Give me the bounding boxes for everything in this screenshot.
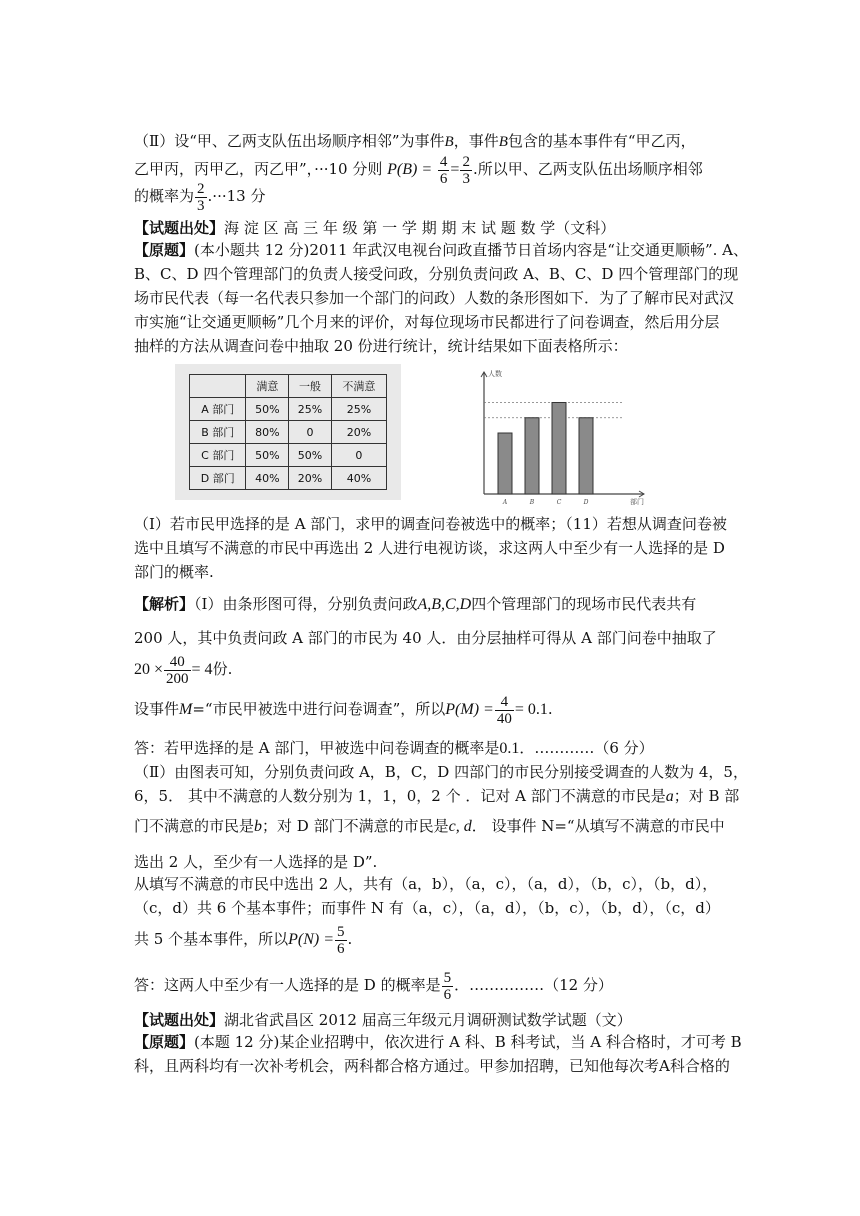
text-line [134,174,265,218]
tick-label: B [529,499,535,506]
text-line: 【解析】（Ⅰ）由条形图可得，分别负责问政A,B,C,D四个管理部门的现场市民代表共有 [134,595,697,613]
tick-label: A [502,499,508,506]
bar-c [552,403,566,495]
table-header: 满意 [246,375,289,398]
text-line: 【原题】(本小题共 12 分)2011 年武汉电视台问政直播节日首场内容是“让交通更顺畅”. A、 [134,241,748,259]
text: 所以甲、乙两支队伍出场顺序相邻 [477,160,703,178]
text-line: （c，d）共 6 个基本事件；而事件 N 有（a，c），（a，d），（b，c），（b，d），（c，d） [134,899,720,917]
text-line: 20 × $\frac{40}{200}$ = 4份. [134,653,233,687]
math-var: B [498,134,508,150]
text-line: 【试题出处】湖北省武昌区 2012 届高三年级元月调研测试数学试题（文） [134,1011,632,1029]
text-line: （I）若市民甲选择的是 A 部门，求甲的调查问卷被选中的概率；（11）若想从调查问卷被 [134,515,727,533]
bar-d [579,418,593,494]
survey-table [175,364,401,500]
text-line: 选出 2 人，至少有一人选择的是 D”. [134,853,378,871]
fraction: $\frac{5}{6}$ [443,969,452,1003]
text-line: 抽样的方法从调查问卷中抽取 20 份进行统计，统计结果如下面表格所示： [134,337,628,355]
text-line: 从填写不满意的市民中选出 2 人，共有（a，b），（a，c），（a，d），（b，c），（b，d）， [134,875,718,893]
y-axis-label: 人数 [488,370,502,378]
text-line: B、C、D 四个管理部门的负责人接受问政，分别负责问政 A、B、C、D 四个管理部门的现 [134,265,739,283]
bar-chart [456,364,664,506]
math-var: B [444,134,454,150]
fraction: $\frac{4}{40}$ [496,693,512,727]
text-line: 200 人，其中负责问政 A 部门的市民为 40 人．由分层抽样可得从 A 部门问卷中抽取了 [134,629,717,647]
table-header: 一般 [289,375,332,398]
text: . [207,187,213,205]
bar-b [525,418,539,494]
table-row: C 部门 50% 50% 0 [190,444,387,467]
text-line: 设事件M=“市民甲被选中进行问卷调查”，所以P(M) = $\frac{4}{40}$ = 0.1. [134,693,553,727]
text-line: 市实施“让交通更顺畅”几个月来的评价，对每位现场市民都进行了问卷调查，然后用分层 [134,313,720,331]
text: ···13 分 [212,187,266,205]
table-row: A 部门 50% 25% 25% [190,398,387,421]
x-axis-label: 部门 [630,498,644,506]
text-line: 6，5． 其中不满意的人数分别为 1，1，0，2 个 ．记对 A 部门不满意的市民是a；对 B 部 [134,787,740,805]
table-row: B 部门 80% 0 20% [190,421,387,444]
text-line: 答：这两人中至少有一人选择的是 D 的概率是 $\frac{5}{6}$ ．……………（12 分） [134,969,613,1003]
text-line: 选中且填写不满意的市民中再选出 2 人进行电视访谈，求这两人中至少有一人选择的是 D [134,539,725,557]
table-header: 不满意 [331,375,386,398]
text-line: 部门的概率. [134,563,214,581]
table-header [190,375,246,398]
bar-a [498,433,512,494]
text-line: 科，且两科均有一次补考机会，两科都合格方通过。甲参加招聘，已知他每次考A科合格的 [134,1057,730,1075]
fraction: $\frac{4}{6}$ [439,153,448,187]
math-expr: = [450,161,460,178]
text-line: （Ⅱ）由图表可知，分别负责问政 A，B，C，D 四部门的市民分别接受调查的人数为 4，5， [134,763,748,781]
text: 包含的基本事件有“甲乙丙， [507,132,696,150]
tick-label: D [583,499,589,506]
text-line: 共 5 个基本事件，所以P(N) = $\frac{5}{6}$ . [134,923,353,957]
text-line: 门不满意的市民是b；对 D 部门不满意的市民是c, d． 设事件 N=“从填写不满意的市民中 [134,817,725,835]
tick-label: C [556,499,562,506]
text: . [472,160,478,178]
fraction: $\frac{40}{200}$ [166,653,189,687]
text-line: 答：若甲选择的是 A 部门，甲被选中问卷调查的概率是0.1．…………（6 分） [134,739,654,757]
text: ，事件 [453,132,499,150]
text-line: 【原题】(本题 12 分)某企业招聘中，依次进行 A 科、B 科考试，当 A 科合格时，才可考 B [134,1033,742,1051]
text: 的概率为 [134,187,195,205]
text: （Ⅱ）设“甲、乙两支队伍出场顺序相邻”为事件 [134,132,445,150]
math-expr: P(B) = [387,161,433,178]
table-row: D 部门 40% 20% 40% [190,467,387,490]
text: 乙甲丙，丙甲乙，丙乙甲”，···10 分则 [134,160,383,178]
fraction: $\frac{5}{6}$ [337,923,345,957]
fraction: $\frac{2}{3}$ [197,180,205,214]
fraction: $\frac{2}{3}$ [462,153,470,187]
text-line: 【试题出处】海 淀 区 高 三 年 级 第 一 学 期 期 末 试 题 数 学（文科） [134,219,616,237]
text-line: 场市民代表（每一名代表只参加一个部门的问政）人数的条形图如下．为了了解市民对武汉 [134,289,735,307]
